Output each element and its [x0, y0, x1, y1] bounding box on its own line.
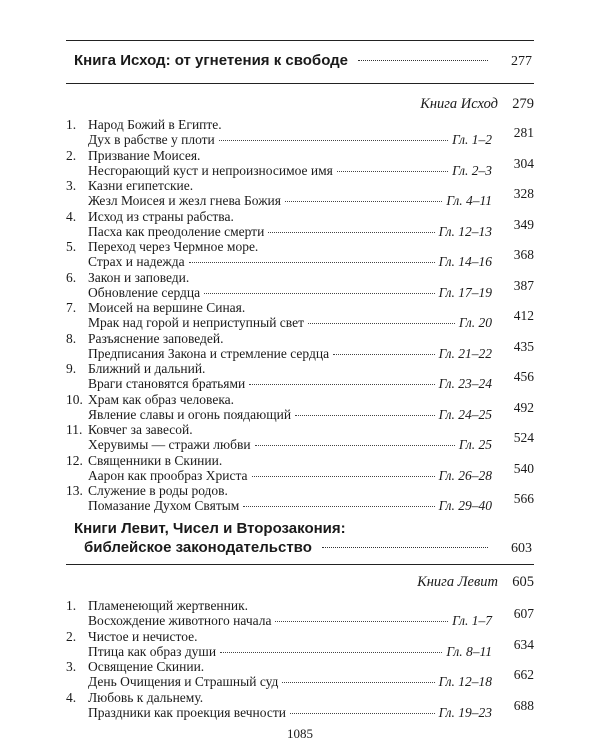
- entry-title: Закон и заповеди.: [88, 269, 190, 285]
- entry-number: 4.: [66, 208, 77, 224]
- entry-chapters: Гл. 23–24: [438, 376, 492, 391]
- entry-page: 492: [513, 399, 534, 415]
- entry-leader: [219, 140, 448, 141]
- entry-number: 8.: [66, 330, 77, 346]
- entry-subtitle: Аарон как прообраз Христа: [88, 467, 248, 483]
- entry-number: 7.: [66, 300, 77, 315]
- entry-page: 524: [513, 430, 534, 445]
- entry-page: 412: [513, 308, 534, 323]
- toc-entry: [66, 361, 534, 392]
- entry-subtitle: Восхождение животного начала: [88, 613, 272, 628]
- section2-rule: [66, 564, 534, 565]
- entry-number: 3.: [66, 178, 77, 193]
- section2-page: 603: [511, 541, 532, 556]
- entry-title: Пламенеющий жертвенник.: [88, 598, 249, 613]
- toc-entry: [66, 331, 534, 362]
- section1-leader: [358, 60, 488, 61]
- entry-number: 3.: [66, 659, 77, 674]
- entry-subtitle: Обновление сердца: [88, 284, 201, 300]
- entry-subtitle: Жезл Моисея и жезл гнева Божия: [88, 193, 281, 208]
- entry-number: 4.: [66, 689, 77, 705]
- entry-number: 1.: [66, 117, 77, 132]
- entry-page: 662: [513, 667, 534, 682]
- entry-number: 2.: [66, 628, 77, 644]
- entry-leader: [255, 445, 455, 446]
- entry-number: 13.: [66, 483, 83, 498]
- toc-entry: [66, 690, 534, 721]
- entry-chapters: Гл. 1–2: [452, 132, 492, 147]
- section2-title-line1: Книги Левит, Чисел и Второзакония:: [74, 520, 346, 537]
- entry-number: 2.: [66, 147, 77, 163]
- entry-page: 540: [513, 460, 534, 476]
- entry-number: 1.: [66, 598, 77, 613]
- entry-page: 368: [513, 247, 534, 262]
- entry-title: Переход через Чермное море.: [88, 239, 259, 254]
- entry-subtitle: Пасха как преодоление смерти: [88, 223, 265, 239]
- entry-leader: [243, 506, 434, 507]
- entry-chapters: Гл. 26–28: [438, 467, 492, 483]
- entry-subtitle: Херувимы — стражи любви: [88, 437, 251, 452]
- entry-number: 12.: [66, 452, 83, 468]
- section1-title: Книга Исход: от угнетения к свободе: [74, 52, 349, 69]
- entry-subtitle: Несгорающий куст и непроизносимое имя: [88, 162, 333, 178]
- entry-title: Любовь к дальнему.: [88, 689, 204, 705]
- entry-leader: [285, 201, 442, 202]
- entry-title: Исход из страны рабства.: [88, 208, 234, 224]
- section2-heading: [74, 520, 532, 559]
- section1-entries: [66, 117, 534, 514]
- section1-rule: [66, 83, 534, 84]
- section1-book-page: 279: [512, 96, 534, 112]
- toc-entry: [66, 659, 534, 690]
- entry-subtitle: Птица как образ души: [88, 643, 217, 659]
- entry-leader: [189, 262, 435, 263]
- entry-chapters: Гл. 29–40: [438, 498, 492, 513]
- entry-chapters: Гл. 12–13: [438, 223, 492, 239]
- entry-leader: [204, 293, 435, 294]
- toc-entry: [66, 422, 534, 453]
- entry-title: Священники в Скинии.: [88, 452, 223, 468]
- entry-number: 5.: [66, 239, 77, 254]
- section2-book-page: 605: [512, 574, 534, 590]
- entry-leader: [308, 323, 455, 324]
- entry-leader: [295, 415, 435, 416]
- entry-page: 435: [513, 338, 534, 354]
- entry-title: Разъяснение заповедей.: [88, 330, 224, 346]
- entry-leader: [290, 713, 435, 714]
- entry-leader: [337, 171, 448, 172]
- entry-title: Служение в роды родов.: [88, 483, 228, 498]
- entry-chapters: Гл. 21–22: [438, 345, 492, 361]
- entry-chapters: Гл. 1–7: [452, 613, 492, 628]
- entry-chapters: Гл. 25: [458, 437, 492, 452]
- entry-number: 10.: [66, 391, 83, 407]
- toc-entry: [66, 483, 534, 514]
- entry-subtitle: Явление славы и огонь поядающий: [88, 406, 292, 422]
- entry-subtitle: Враги становятся братьями: [88, 376, 246, 391]
- section2-leader: [322, 547, 488, 548]
- entry-page: 387: [513, 277, 534, 293]
- section2-book: [417, 574, 534, 591]
- entry-chapters: Гл. 19–23: [438, 704, 492, 720]
- entry-page: 281: [513, 125, 534, 140]
- toc-entry: [66, 148, 534, 179]
- entry-number: 11.: [66, 422, 83, 437]
- entry-leader: [249, 384, 434, 385]
- section1-page: 277: [511, 54, 532, 69]
- entry-title: Народ Божий в Египте.: [88, 117, 222, 132]
- entry-subtitle: День Очищения и Страшный суд: [88, 674, 279, 689]
- toc-entry: [66, 270, 534, 301]
- toc-entry: [66, 453, 534, 484]
- entry-title: Моисей на вершине Синая.: [88, 300, 246, 315]
- entry-leader: [275, 621, 448, 622]
- entry-leader: [333, 354, 435, 355]
- entry-title: Казни египетские.: [88, 178, 194, 193]
- entry-leader: [252, 476, 435, 477]
- entry-chapters: Гл. 24–25: [438, 406, 492, 422]
- entry-page: 566: [513, 491, 534, 506]
- section2-entries: [66, 598, 534, 720]
- section1-book-title: Книга Исход: [420, 96, 498, 112]
- entry-title: Ближний и дальний.: [88, 361, 206, 376]
- entry-subtitle: Мрак над горой и неприступный свет: [88, 315, 304, 330]
- entry-number: 6.: [66, 269, 77, 285]
- entry-leader: [268, 232, 434, 233]
- top-rule: [66, 40, 534, 41]
- section1-heading: [74, 52, 532, 70]
- entry-title: Чистое и нечистое.: [88, 628, 198, 644]
- entry-subtitle: Праздники как проекция вечности: [88, 704, 286, 720]
- entry-subtitle: Дух в рабстве у плоти: [88, 132, 215, 147]
- entry-title: Призвание Моисея.: [88, 147, 201, 163]
- entry-chapters: Гл. 8–11: [446, 643, 492, 659]
- toc-entry: [66, 300, 534, 331]
- toc-entry: [66, 629, 534, 660]
- entry-title: Ковчег за завесой.: [88, 422, 193, 437]
- entry-leader: [282, 682, 434, 683]
- entry-subtitle: Помазание Духом Святым: [88, 498, 240, 513]
- toc-entry: [66, 178, 534, 209]
- entry-page: 607: [513, 606, 534, 621]
- toc-entry: [66, 239, 534, 270]
- entry-number: 9.: [66, 361, 77, 376]
- entry-chapters: Гл. 17–19: [438, 284, 492, 300]
- section2-book-title: Книга Левит: [417, 574, 498, 590]
- entry-page: 349: [513, 216, 534, 232]
- toc-entry: [66, 117, 534, 148]
- page-number: 1085: [287, 726, 313, 741]
- entry-subtitle: Страх и надежда: [88, 254, 185, 269]
- toc-entry: [66, 598, 534, 629]
- entry-chapters: Гл. 4–11: [446, 193, 492, 208]
- toc-entry: [66, 392, 534, 423]
- toc-entry: [66, 209, 534, 240]
- entry-page: 688: [513, 697, 534, 713]
- entry-title: Храм как образ человека.: [88, 391, 235, 407]
- section2-title-line2: библейское законодательство: [84, 539, 312, 556]
- entry-chapters: Гл. 2–3: [452, 162, 492, 178]
- entry-title: Освящение Скинии.: [88, 659, 205, 674]
- entry-chapters: Гл. 20: [458, 315, 492, 330]
- entry-page: 634: [513, 636, 534, 652]
- entry-page: 456: [513, 369, 534, 384]
- entry-page: 304: [513, 155, 534, 171]
- section1-book: [420, 96, 534, 113]
- entry-chapters: Гл. 14–16: [438, 254, 492, 269]
- entry-subtitle: Предписания Закона и стремление сердца: [88, 345, 330, 361]
- entry-leader: [220, 652, 442, 653]
- entry-page: 328: [513, 186, 534, 201]
- entry-chapters: Гл. 12–18: [438, 674, 492, 689]
